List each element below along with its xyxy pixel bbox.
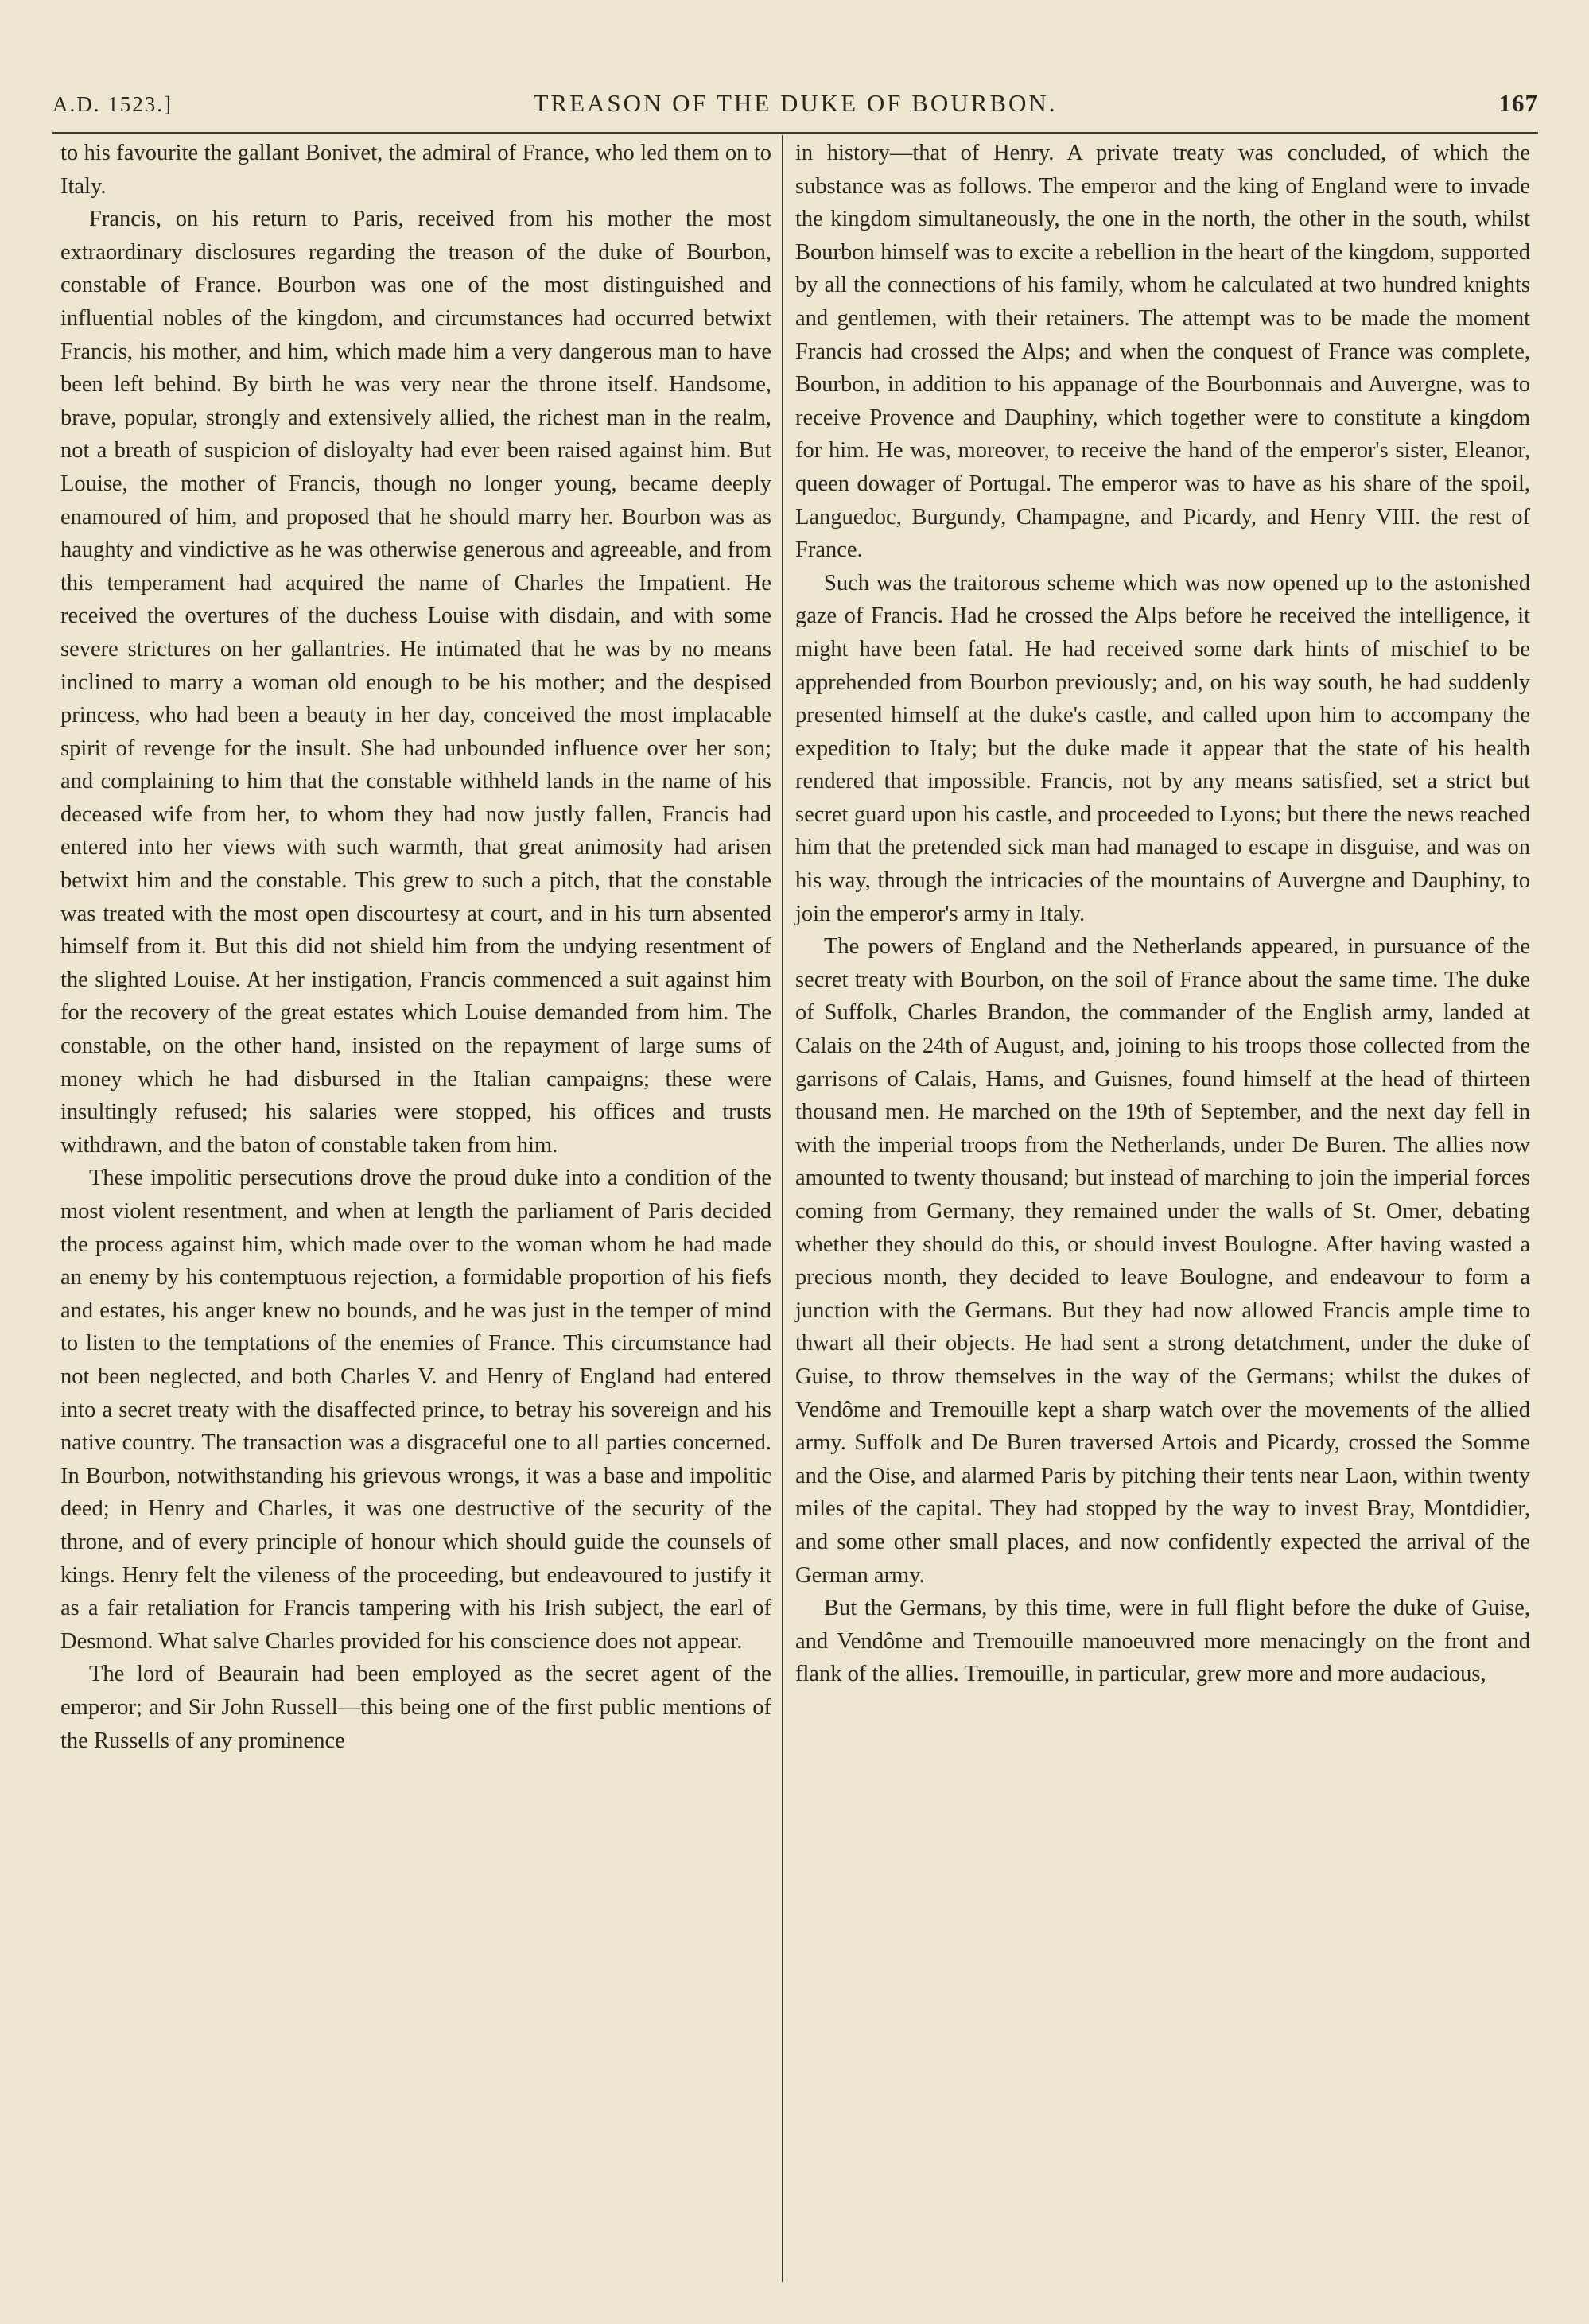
paragraph: Francis, on his return to Paris, received from his mother the most extraordinary disclosures regarding the treason of the duke of Bourbon, constable of France. Bourbon was one of the most distinguished and influential nobles of the kingdom, and circumstances had occurred betwixt Francis, his mother, and him, which made him a very dangerous man to have been left behind. By birth he was very near the throne itself. Handsome, brave, popular, strongly and extensively allied, the richest man in the realm, not a breath of suspicion of disloyalty had ever been raised against him. But Louise, the mother of Francis, though no longer young, became deeply enamoured of him, and proposed that he should marry her. Bourbon was as haughty and vindictive as he was otherwise generous and agreeable, and from this temperament had acquired the name of Charles the Impatient. He received the overtures of the duchess Louise with disdain, and with some severe strictures on her gallantries. He intimated that he was by no means inclined to marry a woman old enough to be his mother; and the despised princess, who had been a beauty in her day, conceived the most implacable spirit of revenge for the insult. She had unbounded influence over her son; and complaining to him that the constable withheld lands in the name of his deceased wife from her, to whom they had now justly fallen, Francis had entered into her views with such warmth, that great animosity had arisen betwixt him and the constable. This grew to such a pitch, that the constable was treated with the most open discourtesy at court, and in his turn absented himself from it. But this did not shield him from the undying resentment of the slighted Louise. At her instigation, Francis commenced a suit against him for the recovery of the great estates which Louise demanded from him. The constable, on the other hand, insisted on the repayment of large sums of money which he had disbursed in the Italian campaigns; these were insultingly refused; his salaries were stopped, his offices and trusts withdrawn, and the baton of constable taken from him. bbox=[60, 207, 771, 1158]
left-column bbox=[60, 137, 771, 1757]
paragraph: The lord of Beaurain had been employed as the secret agent of the emperor; and Sir John Russell—this being one of the first public mentions of the Russells of any prominence bbox=[60, 1662, 771, 1753]
column-divider bbox=[782, 135, 783, 2282]
right-column bbox=[795, 137, 1530, 1691]
paragraph: in history—that of Henry. A private treaty was concluded, of which the substance was as follows. The emperor and the king of England were to invade the kingdom simultaneously, the one in the north, the other in the south, whilst Bourbon himself was to excite a rebellion in the heart of the kingdom, supported by all the connections of his family, whom he calculated at two hundred knights and gentlemen, with their retainers. The attempt was to be made the moment Francis had crossed the Alps; and when the conquest of France was complete, Bourbon, in addition to his appanage of the Bourbonnais and Auvergne, was to receive Provence and Dauphiny, which together were to constitute a kingdom for him. He was, moreover, to receive the hand of the emperor's sister, Eleanor, queen dowager of Portugal. The emperor was to have as his share of the spoil, Languedoc, Burgundy, Champagne, and Picardy, and Henry VIII. the rest of France. bbox=[795, 141, 1530, 563]
paragraph: But the Germans, by this time, were in full flight before the duke of Guise, and Vendôme and Tremouille manoeuvred more menacingly on the front and flank of the allies. Tremouille, in particular, grew more and more audacious, bbox=[795, 1596, 1530, 1687]
header-title: TREASON OF THE DUKE OF BOURBON. bbox=[533, 89, 1058, 117]
running-header bbox=[52, 89, 1538, 129]
header-rule bbox=[52, 132, 1538, 134]
paragraph: The powers of England and the Netherlands appeared, in pursuance of the secret treaty with Bourbon, on the soil of France about the same time. The duke of Suffolk, Charles Brandon, the commander of the English army, landed at Calais on the 24th of August, and, joining to his troops those collected from the garrisons of Calais, Hams, and Guisnes, found himself at the head of thirteen thousand men. He marched on the 19th of September, and the next day fell in with the imperial troops from the Netherlands, under De Buren. The allies now amounted to twenty thousand; but instead of marching to join the imperial forces coming from Germany, they remained under the walls of St. Omer, debating whether they should do this, or should invest Boulogne. After having wasted a precious month, they decided to leave Boulogne, and endeavour to form a junction with the Germans. But they had now allowed Francis ample time to thwart all their objects. He had sent a strong detatchment, under the duke of Guise, to throw themselves in the way of the Germans; whilst the dukes of Vendôme and Tremouille kept a sharp watch over the movements of the allied army. Suffolk and De Buren traversed Artois and Picardy, crossed the Somme and the Oise, and alarmed Paris by pitching their tents near Laon, within twenty miles of the capital. They had stopped by the way to invest Bray, Montdidier, and some other small places, and now confidently expected the arrival of the German army. bbox=[795, 934, 1530, 1588]
header-date: A.D. 1523.] bbox=[52, 92, 173, 116]
paragraph: to his favourite the gallant Bonivet, the admiral of France, who led them on to Italy. bbox=[60, 141, 771, 199]
paragraph: These impolitic persecutions drove the proud duke into a condition of the most violent resentment, and when at length the parliament of Paris decided the process against him, which made over to the woman whom he had made an enemy by his contemptuous rejection, a formidable proportion of his fiefs and estates, his anger knew no bounds, and he was just in the temper of mind to listen to the temptations of the enemies of France. This circumstance had not been neglected, and both Charles V. and Henry of England had entered into a secret treaty with the disaffected prince, to betray his sovereign and his native country. The transaction was a disgraceful one to all parties concerned. In Bourbon, notwithstanding his grievous wrongs, it was a base and impolitic deed; in Henry and Charles, it was one destructive of the security of the throne, and of every principle of honour which should guide the counsels of kings. Henry felt the vileness of the proceeding, but endeavoured to justify it as a fair retaliation for Francis tampering with his Irish subject, the earl of Desmond. What salve Charles provided for his conscience does not appear. bbox=[60, 1166, 771, 1654]
paragraph: Such was the traitorous scheme which was now opened up to the astonished gaze of Francis. Had he crossed the Alps before he received the intelligence, it might have been fatal. He had received some dark hints of mischief to be apprehended from Bourbon previously; and, on his way south, he had suddenly presented himself at the duke's castle, and called upon him to accompany the expedition to Italy; but the duke made it appear that the state of his health rendered that impossible. Francis, not by any means satisfied, set a strict but secret guard upon his castle, and proceeded to Lyons; but there the news reached him that the pretended sick man had managed to escape in disguise, and was on his way, through the intricacies of the mountains of Auvergne and Dauphiny, to join the emperor's army in Italy. bbox=[795, 570, 1530, 926]
page-number: 167 bbox=[1498, 89, 1538, 117]
